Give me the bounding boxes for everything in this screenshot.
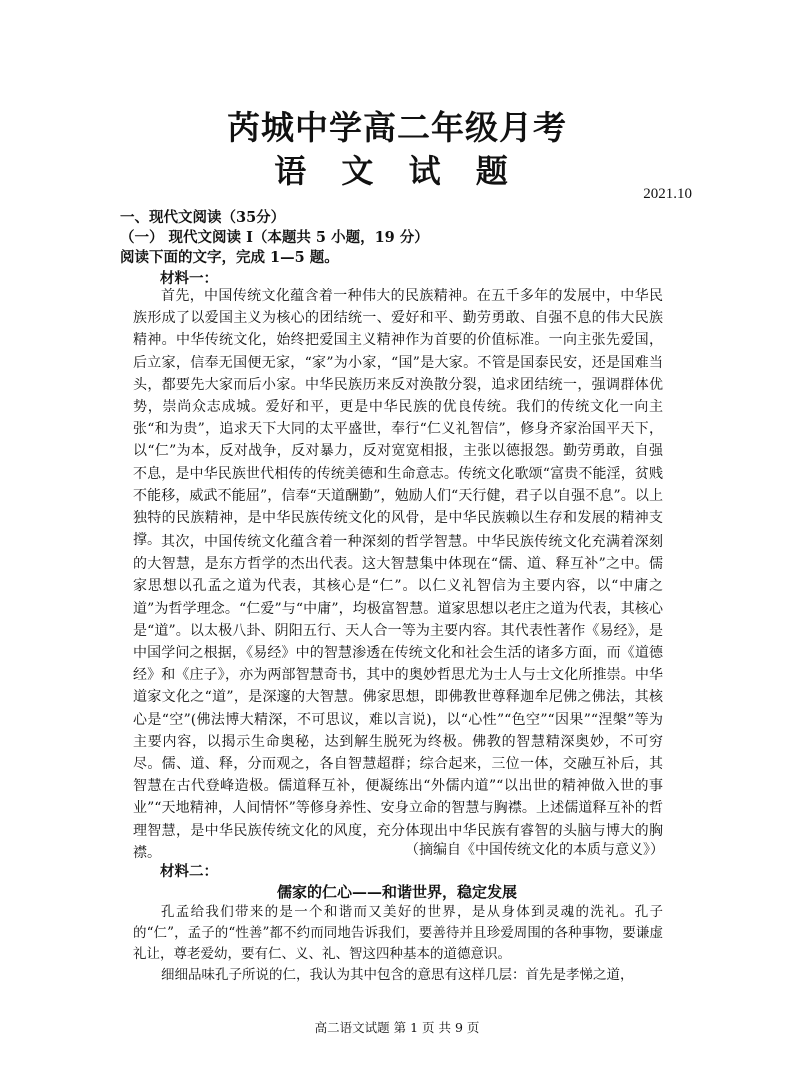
material-two-paragraph-1: 孔孟给我们带来的是一个和谐而又美好的世界，是从身体到灵魂的洗礼。孔子的“仁”，孟子的“性善”都不约而同地告诉我们，要善待并且珍爱周围的各种事物，要谦虚礼让，尊老爱幼，要有仁、义、礼、智这四种基本的道德意识。 (133, 904, 663, 963)
material-one-paragraph-1: 首先，中国传统文化蕴含着一种伟大的民族精神。在五千多年的发展中，中华民族形成了以爱国主义为核心的团结统一、爱好和平、勤劳勇敢、自强不息的伟大民族精神。中华传统文化，始终把爱国主义精神作为首要的价值标准。一向主张先爱国，后立家，信奉无国便无家，“家”为小家，“国”是大家。不管是国泰民安，还是国难当头，都要先大家而后小家。中华民族历来反对涣散分裂，追求团结统一，强调群体优势，崇尚众志成城。爱好和平，更是中华民族的优良传统。我们的传统文化一向主张“和为贵”，追求天下大同的太平盛世，奉行“仁义礼智信”，修身齐家治国平天下，以“仁”为本，反对战争，反对暴力，反对宽宽相报，主张以德报怨。勤劳勇敢，自强不息，是中华民族世代相传的传统美德和生命意志。传统文化歌颂“富贵不能淫，贫贱不能移，威武不能屈”，信奉“天道酬勤”，勉励人们“天行健，君子以自强不息”。以上独特的民族精神，是中华民族传统文化的风骨，是中华民族赖以生存和发展的精神支撑。 (133, 288, 663, 549)
subject-title: 语 文 试 题 (274, 152, 520, 190)
reading-instruction: 阅读下面的文字，完成 1—5 题。 (120, 249, 339, 266)
material-one-source: （摘编自《中国传统文化的本质与意义》） (405, 842, 664, 858)
material-two-paragraph-2: 细细品味孔子所说的仁，我认为其中包含的意思有这样几层：首先是孝悌之道， (161, 967, 634, 983)
school-title: 芮城中学高二年级月考 (227, 108, 567, 147)
page-footer: 高二语文试题 第 1 页 共 9 页 (314, 1020, 480, 1035)
exam-date: 2021.10 (643, 186, 692, 202)
material-one-label: 材料一： (160, 270, 218, 287)
material-one-paragraph-2: 其次，中国传统文化蕴含着一种深刻的哲学智慧。中华民族传统文化充满着深刻的大智慧，是东方哲学的杰出代表。这大智慧集中体现在“儒、道、释互补”之中。儒家思想以孔孟之道为代表，其核心是“仁”。以仁义礼智信为主要内容，以“中庸之道”为哲学理念。“仁爱”与“中庸”，均极富智慧。道家思想以老庄之道为代表，其核心是“道”。以太极八卦、阴阳五行、天人合一等为主要内容。其代表性著作《易经》，是中国学问之根据，《易经》中的智慧渗透在传统文化和社会生活的诸多方面，而《道德经》和《庄子》，亦为两部智慧奇书，其中的奥妙哲思尤为士人与士文化所推崇。中华道家文化之“道”，是深邃的大智慧。佛家思想，即佛教世尊释迦牟尼佛之佛法，其核心是“空”(佛法博大精深，不可思议，难以言说)，以“心性”“色空”“因果”“涅槃”等为主要内容，以揭示生命奥秘，达到解生脱死为终极。佛教的智慧精深奥妙，不可穷尽。儒、道、释，分而观之，各自智慧超群；综合起来，三位一体，交融互补后，其智慧在古代登峰造极。儒道释互补，便凝练出“外儒内道”“以出世的精神做入世的事业”“天地精神，人间情怀”等修身养性、安身立命的智慧与胸襟。上述儒道释互补的哲理智慧，是中华民族传统文化的风度，充分体现出中华民族有睿智的头脑与博大的胸襟。 (133, 534, 663, 861)
material-two-label: 材料二： (160, 863, 218, 880)
material-two-title: 儒家的仁心——和谐世界，稳定发展 (276, 883, 517, 901)
section-heading-reading1: （一） 现代文阅读 I（本题共 5 小题，19 分） (120, 229, 429, 246)
section-heading-part1: 一、现代文阅读（35分） (120, 209, 286, 226)
